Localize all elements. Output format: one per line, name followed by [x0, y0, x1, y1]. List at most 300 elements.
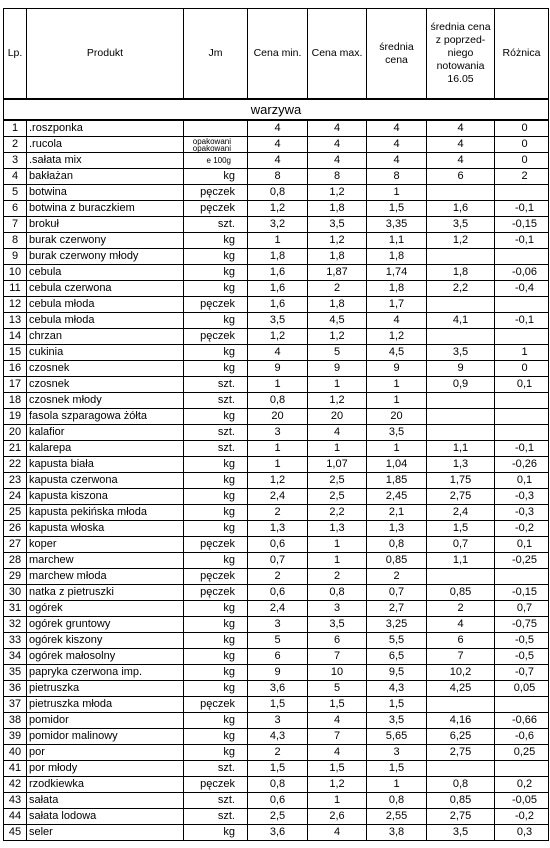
cell-produkt: kalafior [27, 425, 184, 441]
table-row [4, 457, 549, 473]
table-row [4, 553, 549, 569]
cell-roznica: -0,75 [495, 617, 549, 633]
cell-srednia-poprzednia: 3,5 [427, 217, 495, 233]
header-roznica: Różnica [495, 9, 549, 100]
cell-roznica: 0 [495, 153, 549, 169]
table-row [4, 825, 549, 841]
cell-cena-min: 4 [248, 153, 308, 169]
cell-cena-max: 1,5 [308, 761, 367, 777]
jm-small-text: opakowani opakowani [192, 136, 231, 153]
cell-roznica: 0,1 [495, 377, 549, 393]
cell-produkt: pomidor malinowy [27, 729, 184, 745]
cell-roznica: 0,05 [495, 681, 549, 697]
cell-produkt: rzodkiewka [27, 777, 184, 793]
cell-roznica: -0,1 [495, 441, 549, 457]
section-row [4, 99, 549, 120]
cell-produkt: botwina z buraczkiem [27, 201, 184, 217]
cell-lp: 26 [4, 521, 27, 537]
cell-produkt: czosnek młody [27, 393, 184, 409]
cell-lp: 27 [4, 537, 27, 553]
cell-jm: kg [184, 825, 248, 841]
table-row [4, 345, 549, 361]
cell-roznica: -0,3 [495, 505, 549, 521]
table-row [4, 393, 549, 409]
table-row [4, 249, 549, 265]
cell-roznica [495, 569, 549, 585]
cell-srednia: 5,65 [367, 729, 427, 745]
table-row [4, 793, 549, 809]
cell-cena-min: 8 [248, 169, 308, 185]
cell-cena-min: 2 [248, 745, 308, 761]
cell-srednia-poprzednia: 6 [427, 169, 495, 185]
cell-srednia: 4,3 [367, 681, 427, 697]
cell-cena-min: 2,4 [248, 601, 308, 617]
cell-lp: 14 [4, 329, 27, 345]
cell-srednia-poprzednia [427, 761, 495, 777]
cell-srednia: 3,35 [367, 217, 427, 233]
cell-cena-max: 2,5 [308, 473, 367, 489]
cell-srednia: 1,2 [367, 329, 427, 345]
cell-roznica [495, 249, 549, 265]
cell-srednia-poprzednia: 4,25 [427, 681, 495, 697]
table-row [4, 633, 549, 649]
cell-srednia-poprzednia: 10,2 [427, 665, 495, 681]
cell-lp: 9 [4, 249, 27, 265]
cell-cena-min: 0,8 [248, 393, 308, 409]
cell-cena-max: 1,2 [308, 393, 367, 409]
cell-cena-min: 6 [248, 649, 308, 665]
cell-roznica: 0,7 [495, 601, 549, 617]
table-row [4, 361, 549, 377]
cell-cena-max: 1,2 [308, 185, 367, 201]
cell-srednia-poprzednia: 3,5 [427, 345, 495, 361]
cell-cena-max: 5 [308, 681, 367, 697]
cell-cena-max: 4 [308, 120, 367, 137]
cell-lp: 41 [4, 761, 27, 777]
cell-srednia: 1,85 [367, 473, 427, 489]
cell-srednia-poprzednia: 4 [427, 120, 495, 137]
cell-srednia: 8 [367, 169, 427, 185]
cell-produkt: burak czerwony młody [27, 249, 184, 265]
table-row [4, 169, 549, 185]
cell-cena-min: 2 [248, 569, 308, 585]
cell-lp: 43 [4, 793, 27, 809]
cell-cena-max: 1,2 [308, 329, 367, 345]
cell-srednia: 2,55 [367, 809, 427, 825]
cell-roznica: -0,2 [495, 809, 549, 825]
table-row [4, 489, 549, 505]
cell-roznica: -0,2 [495, 521, 549, 537]
cell-roznica: 0 [495, 120, 549, 137]
cell-produkt: por [27, 745, 184, 761]
cell-produkt: koper [27, 537, 184, 553]
cell-cena-max: 1 [308, 441, 367, 457]
cell-srednia: 1,5 [367, 201, 427, 217]
table-row [4, 521, 549, 537]
cell-lp: 29 [4, 569, 27, 585]
cell-srednia-poprzednia: 1,3 [427, 457, 495, 473]
cell-jm: szt. [184, 217, 248, 233]
cell-cena-max: 6 [308, 633, 367, 649]
cell-roznica [495, 761, 549, 777]
table-row [4, 505, 549, 521]
cell-roznica: -0,1 [495, 313, 549, 329]
cell-srednia-poprzednia: 2,75 [427, 489, 495, 505]
cell-produkt: .roszponka [27, 120, 184, 137]
cell-jm: kg [184, 345, 248, 361]
cell-srednia-poprzednia: 2,75 [427, 745, 495, 761]
cell-cena-min: 20 [248, 409, 308, 425]
table-row [4, 809, 549, 825]
cell-cena-min: 0,8 [248, 777, 308, 793]
cell-cena-max: 2 [308, 569, 367, 585]
cell-roznica: -0,26 [495, 457, 549, 473]
cell-produkt: ogórek małosolny [27, 649, 184, 665]
cell-srednia: 6,5 [367, 649, 427, 665]
cell-cena-max: 4 [308, 137, 367, 153]
cell-srednia-poprzednia [427, 409, 495, 425]
cell-jm: kg [184, 489, 248, 505]
cell-cena-max: 2 [308, 281, 367, 297]
cell-srednia-poprzednia: 6,25 [427, 729, 495, 745]
cell-cena-max: 4 [308, 425, 367, 441]
cell-lp: 15 [4, 345, 27, 361]
cell-roznica [495, 425, 549, 441]
cell-srednia-poprzednia: 4,1 [427, 313, 495, 329]
cell-roznica [495, 697, 549, 713]
cell-jm: szt. [184, 793, 248, 809]
cell-produkt: .rucola [27, 137, 184, 153]
cell-srednia-poprzednia: 4 [427, 617, 495, 633]
cell-jm: kg [184, 313, 248, 329]
cell-srednia-poprzednia [427, 393, 495, 409]
cell-produkt: ogórek kiszony [27, 633, 184, 649]
cell-produkt: kapusta kiszona [27, 489, 184, 505]
cell-cena-max: 0,8 [308, 585, 367, 601]
cell-produkt: bakłażan [27, 169, 184, 185]
cell-lp: 28 [4, 553, 27, 569]
cell-srednia-poprzednia: 2,75 [427, 809, 495, 825]
cell-produkt: cebula [27, 265, 184, 281]
cell-cena-max: 4 [308, 825, 367, 841]
cell-srednia: 1 [367, 777, 427, 793]
cell-roznica: 0 [495, 361, 549, 377]
cell-cena-min: 3 [248, 713, 308, 729]
cell-srednia: 1,8 [367, 281, 427, 297]
cell-cena-min: 1,6 [248, 265, 308, 281]
cell-lp: 38 [4, 713, 27, 729]
cell-cena-max: 3,5 [308, 617, 367, 633]
cell-srednia: 3,8 [367, 825, 427, 841]
table-row [4, 185, 549, 201]
cell-srednia: 5,5 [367, 633, 427, 649]
cell-srednia-poprzednia: 2,2 [427, 281, 495, 297]
cell-jm: kg [184, 233, 248, 249]
cell-cena-min: 1,3 [248, 521, 308, 537]
cell-cena-min: 1,5 [248, 697, 308, 713]
cell-srednia-poprzednia: 4 [427, 137, 495, 153]
section-title: warzywa [4, 99, 549, 120]
cell-srednia: 1,74 [367, 265, 427, 281]
cell-srednia: 1,3 [367, 521, 427, 537]
cell-roznica: -0,25 [495, 553, 549, 569]
cell-srednia-poprzednia: 0,7 [427, 537, 495, 553]
jm-small-text: e 100g [206, 156, 231, 165]
cell-lp: 5 [4, 185, 27, 201]
cell-produkt: czosnek [27, 377, 184, 393]
cell-srednia: 0,8 [367, 537, 427, 553]
price-table [3, 8, 549, 841]
header-cena-min: Cena min. [248, 9, 308, 100]
cell-jm: pęczek [184, 697, 248, 713]
cell-cena-min: 3,2 [248, 217, 308, 233]
cell-srednia: 4 [367, 313, 427, 329]
cell-produkt: brokuł [27, 217, 184, 233]
table-row [4, 137, 549, 153]
cell-roznica [495, 297, 549, 313]
cell-jm: kg [184, 169, 248, 185]
cell-jm: kg [184, 745, 248, 761]
cell-srednia-poprzednia [427, 425, 495, 441]
cell-jm: pęczek [184, 329, 248, 345]
cell-roznica: 0,1 [495, 537, 549, 553]
cell-srednia-poprzednia: 9 [427, 361, 495, 377]
header-srednia-poprzednia: średnia cena z poprzed-niego notowania 16.05 [427, 9, 495, 100]
cell-lp: 10 [4, 265, 27, 281]
cell-cena-min: 9 [248, 665, 308, 681]
cell-jm [184, 137, 248, 153]
cell-srednia-poprzednia: 2,4 [427, 505, 495, 521]
cell-jm: pęczek [184, 185, 248, 201]
cell-produkt: burak czerwony [27, 233, 184, 249]
cell-roznica: -0,5 [495, 633, 549, 649]
cell-cena-min: 4 [248, 345, 308, 361]
cell-produkt: marchew młoda [27, 569, 184, 585]
cell-produkt: marchew [27, 553, 184, 569]
cell-srednia-poprzednia: 1,2 [427, 233, 495, 249]
cell-lp: 17 [4, 377, 27, 393]
cell-lp: 2 [4, 137, 27, 153]
cell-produkt: kapusta pekińska młoda [27, 505, 184, 521]
cell-roznica: -0,15 [495, 585, 549, 601]
cell-jm: kg [184, 601, 248, 617]
header-jm: Jm [184, 9, 248, 100]
table-row [4, 585, 549, 601]
cell-srednia-poprzednia: 1,1 [427, 553, 495, 569]
cell-produkt: kapusta włoska [27, 521, 184, 537]
cell-cena-min: 1,2 [248, 329, 308, 345]
cell-srednia-poprzednia: 4,16 [427, 713, 495, 729]
cell-srednia: 1,5 [367, 761, 427, 777]
cell-srednia: 2,45 [367, 489, 427, 505]
cell-cena-min: 1,6 [248, 281, 308, 297]
cell-lp: 16 [4, 361, 27, 377]
cell-srednia: 1 [367, 441, 427, 457]
cell-srednia: 0,85 [367, 553, 427, 569]
table-row [4, 233, 549, 249]
cell-roznica: 0,2 [495, 777, 549, 793]
cell-roznica: -0,1 [495, 233, 549, 249]
cell-jm [184, 120, 248, 137]
cell-produkt: fasola szparagowa żółta [27, 409, 184, 425]
cell-cena-max: 1,07 [308, 457, 367, 473]
cell-srednia: 9 [367, 361, 427, 377]
cell-cena-min: 0,6 [248, 537, 308, 553]
cell-cena-min: 3,6 [248, 825, 308, 841]
cell-cena-max: 20 [308, 409, 367, 425]
cell-jm: szt. [184, 377, 248, 393]
cell-cena-max: 1,8 [308, 249, 367, 265]
cell-produkt: por młody [27, 761, 184, 777]
cell-srednia: 0,8 [367, 793, 427, 809]
cell-cena-min: 1,5 [248, 761, 308, 777]
cell-srednia: 4,5 [367, 345, 427, 361]
cell-srednia: 4 [367, 137, 427, 153]
cell-produkt: pietruszka młoda [27, 697, 184, 713]
cell-cena-max: 4 [308, 713, 367, 729]
cell-cena-min: 3,6 [248, 681, 308, 697]
cell-cena-max: 1 [308, 537, 367, 553]
cell-roznica [495, 409, 549, 425]
cell-srednia-poprzednia: 1,5 [427, 521, 495, 537]
table-row [4, 569, 549, 585]
table-row [4, 601, 549, 617]
cell-cena-min: 0,6 [248, 585, 308, 601]
table-row [4, 281, 549, 297]
cell-jm: kg [184, 521, 248, 537]
cell-srednia: 2,1 [367, 505, 427, 521]
table-row [4, 665, 549, 681]
cell-cena-min: 0,7 [248, 553, 308, 569]
cell-produkt: papryka czerwona imp. [27, 665, 184, 681]
cell-produkt: ogórek gruntowy [27, 617, 184, 633]
cell-srednia-poprzednia: 0,8 [427, 777, 495, 793]
cell-roznica: -0,6 [495, 729, 549, 745]
header-lp: Lp. [4, 9, 27, 100]
table-row [4, 329, 549, 345]
table-row [4, 649, 549, 665]
cell-roznica: -0,05 [495, 793, 549, 809]
cell-srednia-poprzednia [427, 329, 495, 345]
cell-cena-min: 2,4 [248, 489, 308, 505]
cell-srednia-poprzednia: 2 [427, 601, 495, 617]
cell-srednia: 0,7 [367, 585, 427, 601]
cell-cena-min: 4,3 [248, 729, 308, 745]
cell-lp: 19 [4, 409, 27, 425]
cell-produkt: seler [27, 825, 184, 841]
cell-jm: pęczek [184, 297, 248, 313]
cell-srednia: 3,25 [367, 617, 427, 633]
header-produkt: Produkt [27, 9, 184, 100]
cell-cena-max: 10 [308, 665, 367, 681]
cell-roznica: -0,4 [495, 281, 549, 297]
cell-produkt: natka z pietruszki [27, 585, 184, 601]
cell-srednia: 20 [367, 409, 427, 425]
table-row [4, 617, 549, 633]
cell-roznica: 0,1 [495, 473, 549, 489]
cell-srednia-poprzednia: 1,8 [427, 265, 495, 281]
cell-roznica: 2 [495, 169, 549, 185]
cell-jm: kg [184, 265, 248, 281]
table-row [4, 473, 549, 489]
cell-lp: 32 [4, 617, 27, 633]
table-row [4, 297, 549, 313]
cell-produkt: sałata lodowa [27, 809, 184, 825]
cell-jm: kg [184, 249, 248, 265]
cell-cena-max: 1,2 [308, 777, 367, 793]
cell-srednia: 1,7 [367, 297, 427, 313]
table-row [4, 681, 549, 697]
cell-roznica: -0,1 [495, 201, 549, 217]
cell-cena-min: 1 [248, 377, 308, 393]
cell-cena-max: 2,6 [308, 809, 367, 825]
cell-produkt: kapusta biała [27, 457, 184, 473]
cell-cena-min: 1,2 [248, 473, 308, 489]
cell-cena-max: 2,2 [308, 505, 367, 521]
cell-produkt: .sałata mix [27, 153, 184, 169]
cell-lp: 45 [4, 825, 27, 841]
table-body [4, 99, 549, 841]
cell-lp: 3 [4, 153, 27, 169]
cell-lp: 42 [4, 777, 27, 793]
cell-jm: pęczek [184, 201, 248, 217]
cell-srednia: 4 [367, 120, 427, 137]
cell-jm: pęczek [184, 585, 248, 601]
cell-lp: 7 [4, 217, 27, 233]
cell-jm: kg [184, 473, 248, 489]
cell-cena-min: 3 [248, 425, 308, 441]
cell-jm: kg [184, 617, 248, 633]
cell-srednia-poprzednia [427, 697, 495, 713]
cell-produkt: cebula młoda [27, 313, 184, 329]
cell-srednia: 1,1 [367, 233, 427, 249]
cell-produkt: cukinia [27, 345, 184, 361]
cell-cena-min: 4 [248, 137, 308, 153]
cell-jm: kg [184, 409, 248, 425]
table-row [4, 377, 549, 393]
cell-jm: szt. [184, 761, 248, 777]
cell-srednia: 1,5 [367, 697, 427, 713]
cell-roznica [495, 185, 549, 201]
cell-roznica: -0,06 [495, 265, 549, 281]
cell-cena-max: 1,3 [308, 521, 367, 537]
cell-cena-min: 0,8 [248, 185, 308, 201]
cell-jm: pęczek [184, 777, 248, 793]
cell-produkt: cebula młoda [27, 297, 184, 313]
cell-roznica: 0,3 [495, 825, 549, 841]
cell-roznica: -0,15 [495, 217, 549, 233]
cell-lp: 37 [4, 697, 27, 713]
cell-cena-min: 1,6 [248, 297, 308, 313]
header-srednia: średnia cena [367, 9, 427, 100]
table-row [4, 120, 549, 137]
cell-jm: kg [184, 361, 248, 377]
cell-roznica: -0,3 [495, 489, 549, 505]
cell-roznica: 0 [495, 137, 549, 153]
cell-lp: 44 [4, 809, 27, 825]
cell-srednia-poprzednia: 1,75 [427, 473, 495, 489]
cell-cena-max: 8 [308, 169, 367, 185]
cell-produkt: czosnek [27, 361, 184, 377]
cell-srednia: 2,7 [367, 601, 427, 617]
cell-lp: 34 [4, 649, 27, 665]
cell-lp: 39 [4, 729, 27, 745]
table-row [4, 201, 549, 217]
cell-srednia-poprzednia: 7 [427, 649, 495, 665]
cell-roznica [495, 329, 549, 345]
cell-roznica [495, 393, 549, 409]
table-row [4, 153, 549, 169]
